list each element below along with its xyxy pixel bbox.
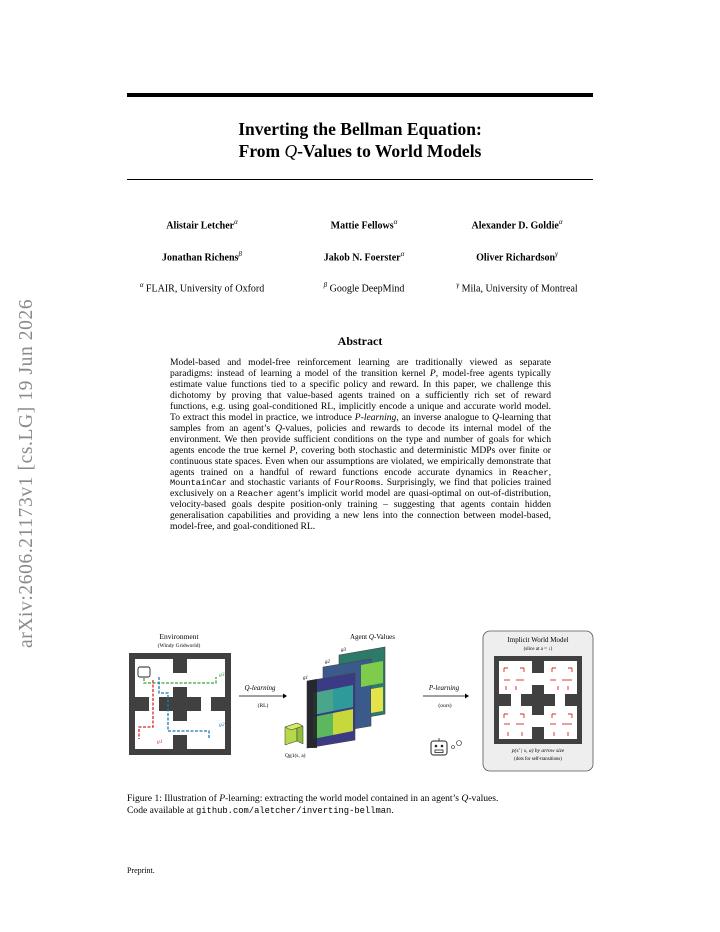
affiliation-mark: β bbox=[323, 281, 328, 289]
q-cell bbox=[371, 687, 383, 713]
slice-label-g2: g2 bbox=[325, 660, 330, 665]
env-name: FourRooms bbox=[334, 478, 381, 489]
caption-text: -learning: extracting the world model contained in an agent’s bbox=[225, 793, 462, 804]
abstract-heading: Abstract bbox=[337, 334, 383, 348]
affiliation-name: Google DeepMind bbox=[329, 283, 405, 295]
title-line-2-pre: From bbox=[238, 141, 285, 161]
abstract-text: , covering both stochastic and deterministic MDPs over finite or continuous state spaces. Even when our assumptions are violated, we empirically demonstrate that agents trained on a handful of reward functions encode accurate dynamics in bbox=[170, 444, 551, 478]
caption-text: Figure 1: Illustration of bbox=[127, 793, 220, 804]
affiliation-name: Mila, University of Montreal bbox=[461, 283, 578, 295]
author-name: Mattie Fellows bbox=[330, 220, 394, 232]
q-cell bbox=[361, 661, 383, 687]
author-4 bbox=[122, 250, 282, 263]
abstract-text: agent’s implicit world model are quasi-optimal on out-of-distribution, velocity-based goals despite position-only training – suggesting that agents contain hidden generalisation capabilities and providing a new lens into the connection between model-based, model-free, and goal-conditioned RL. bbox=[170, 488, 551, 533]
robot-icon bbox=[138, 667, 150, 677]
title-line-2 bbox=[127, 140, 593, 162]
caption-text: . bbox=[391, 805, 394, 816]
grid-wall bbox=[173, 659, 187, 673]
title-bottom-rule bbox=[127, 179, 593, 180]
arxiv-identifier: arXiv:2606.21173v1 [cs.LG] 19 Jun 2026 bbox=[16, 298, 37, 648]
abstract-text: -learning that samples from an agent’s bbox=[170, 411, 551, 434]
affiliation-1 bbox=[117, 281, 287, 294]
env-name: Reacher bbox=[512, 467, 549, 478]
world-model-title: Implicit World Model bbox=[507, 636, 569, 644]
affiliation-2 bbox=[279, 281, 449, 294]
author-1 bbox=[122, 218, 282, 231]
author-6 bbox=[437, 250, 597, 263]
env-subtitle: (Windy Gridworld) bbox=[157, 643, 201, 649]
author-5 bbox=[284, 250, 444, 263]
affiliation-mark: α bbox=[139, 281, 144, 289]
arrow-head-icon bbox=[283, 694, 287, 699]
abstract-text: and stochastic variants of bbox=[226, 477, 335, 489]
author-name: Alexander D. Goldie bbox=[471, 220, 559, 232]
goal-label-g1: g1 bbox=[157, 739, 163, 745]
world-model-caption: p(s′ | s, a) by arrow size bbox=[511, 748, 565, 754]
q-cube-icon bbox=[285, 723, 303, 745]
goal-label-g3: g3 bbox=[219, 672, 225, 678]
world-model-panel bbox=[483, 631, 593, 771]
q-wall bbox=[307, 679, 317, 748]
author-name: Jonathan Richens bbox=[162, 252, 239, 264]
abstract-body bbox=[170, 358, 551, 533]
footer-preprint: Preprint. bbox=[127, 866, 155, 875]
q-learning-sub: (RL) bbox=[257, 703, 269, 709]
symbol-p: P bbox=[429, 367, 436, 379]
symbol-p: P bbox=[219, 793, 226, 804]
author-3 bbox=[437, 218, 597, 231]
agent-q-title: Agent Q-Values bbox=[350, 633, 395, 641]
q-cell bbox=[333, 709, 353, 735]
grid-wall bbox=[173, 735, 187, 749]
grid-wall bbox=[159, 697, 201, 711]
q-cell bbox=[333, 685, 353, 711]
slice-label-g3: g3 bbox=[341, 648, 346, 653]
abstract-text: , an inverse analogue to bbox=[396, 411, 493, 423]
author-mark: α bbox=[558, 218, 563, 226]
p-learning-sub: (ours) bbox=[438, 703, 452, 709]
arrow-head-icon bbox=[465, 694, 469, 699]
figure-1 bbox=[127, 627, 595, 777]
p-learning-term: P-learning bbox=[354, 411, 397, 423]
slice-label-g1: g1 bbox=[303, 676, 308, 681]
q-value-stack bbox=[303, 647, 385, 748]
abstract-text: -values, policies and rewards to decode its internal model of the environment. We then provide sufficient conditions on the type and number of goals for which agents encode the true kernel bbox=[170, 422, 552, 456]
title-top-rule bbox=[127, 93, 593, 97]
author-mark: α bbox=[400, 250, 405, 258]
title-line-1: Inverting the Bellman Equation: bbox=[238, 119, 482, 139]
symbol-q: Q bbox=[275, 422, 282, 434]
caption-text: Code available at bbox=[127, 805, 196, 816]
abstract-text: Model-based and model-free reinforcement learning are traditionally viewed as separate paradigms: instead of learning a model of the transition kernel bbox=[170, 357, 551, 379]
abstract-text: , model-free agents typically estimate value functions tied to a specific policy and reward. In this paper, we challenge this dichotomy by proving that value-based agents trained on a sufficiently rich set of reward functions, e.g. using goal-conditioned RL, implicitly encode a unique and accurate world model. To extract this model in practice, we introduce bbox=[170, 367, 551, 423]
caption-text: -values. bbox=[468, 793, 499, 804]
abstract-text: . Surprisingly, we find that policies trained exclusively on a bbox=[170, 477, 551, 500]
env-name: Reacher bbox=[237, 489, 274, 500]
abstract-text: , bbox=[548, 466, 551, 478]
symbol-q: Q bbox=[461, 793, 469, 804]
symbol-q: Q bbox=[492, 411, 500, 423]
symbol-p: P bbox=[289, 444, 296, 456]
title-q-symbol: Q bbox=[284, 141, 298, 161]
grid-wall bbox=[211, 697, 225, 711]
figure-caption bbox=[127, 793, 597, 817]
author-mark: β bbox=[238, 250, 242, 258]
author-name: Jakob N. Foerster bbox=[323, 252, 401, 264]
world-model-caption-2: (dots for self-transitions) bbox=[514, 757, 562, 762]
author-name: Oliver Richardson bbox=[476, 252, 556, 264]
grid-wall bbox=[135, 697, 149, 711]
affiliation-mark: γ bbox=[456, 281, 460, 289]
author-mark: α bbox=[234, 218, 238, 226]
q-learning-label: Q-learning bbox=[244, 684, 276, 692]
author-name: Alistair Letcher bbox=[166, 220, 235, 232]
world-model-subtitle: (slice at a = ↓) bbox=[523, 647, 553, 652]
author-2 bbox=[284, 218, 444, 231]
author-mark: α bbox=[393, 218, 398, 226]
env-title: Environment bbox=[159, 632, 199, 641]
code-url-link[interactable]: github.com/aletcher/inverting-bellman bbox=[196, 806, 392, 816]
world-model-grid bbox=[494, 656, 582, 744]
q-cube-label: Qg1(s, a) bbox=[285, 753, 306, 759]
affiliation-3 bbox=[432, 281, 602, 294]
affiliation-name: FLAIR, University of Oxford bbox=[145, 283, 265, 295]
author-mark: γ bbox=[555, 250, 558, 258]
p-learning-label: P-learning bbox=[428, 684, 460, 692]
goal-label-g2: g2 bbox=[219, 722, 225, 728]
paper-title bbox=[127, 118, 593, 162]
env-name: MountainCar bbox=[170, 478, 227, 489]
robot-thinking-icon bbox=[431, 738, 462, 755]
environment-grid bbox=[129, 653, 231, 755]
title-line-2-post: -Values to World Models bbox=[297, 141, 482, 161]
